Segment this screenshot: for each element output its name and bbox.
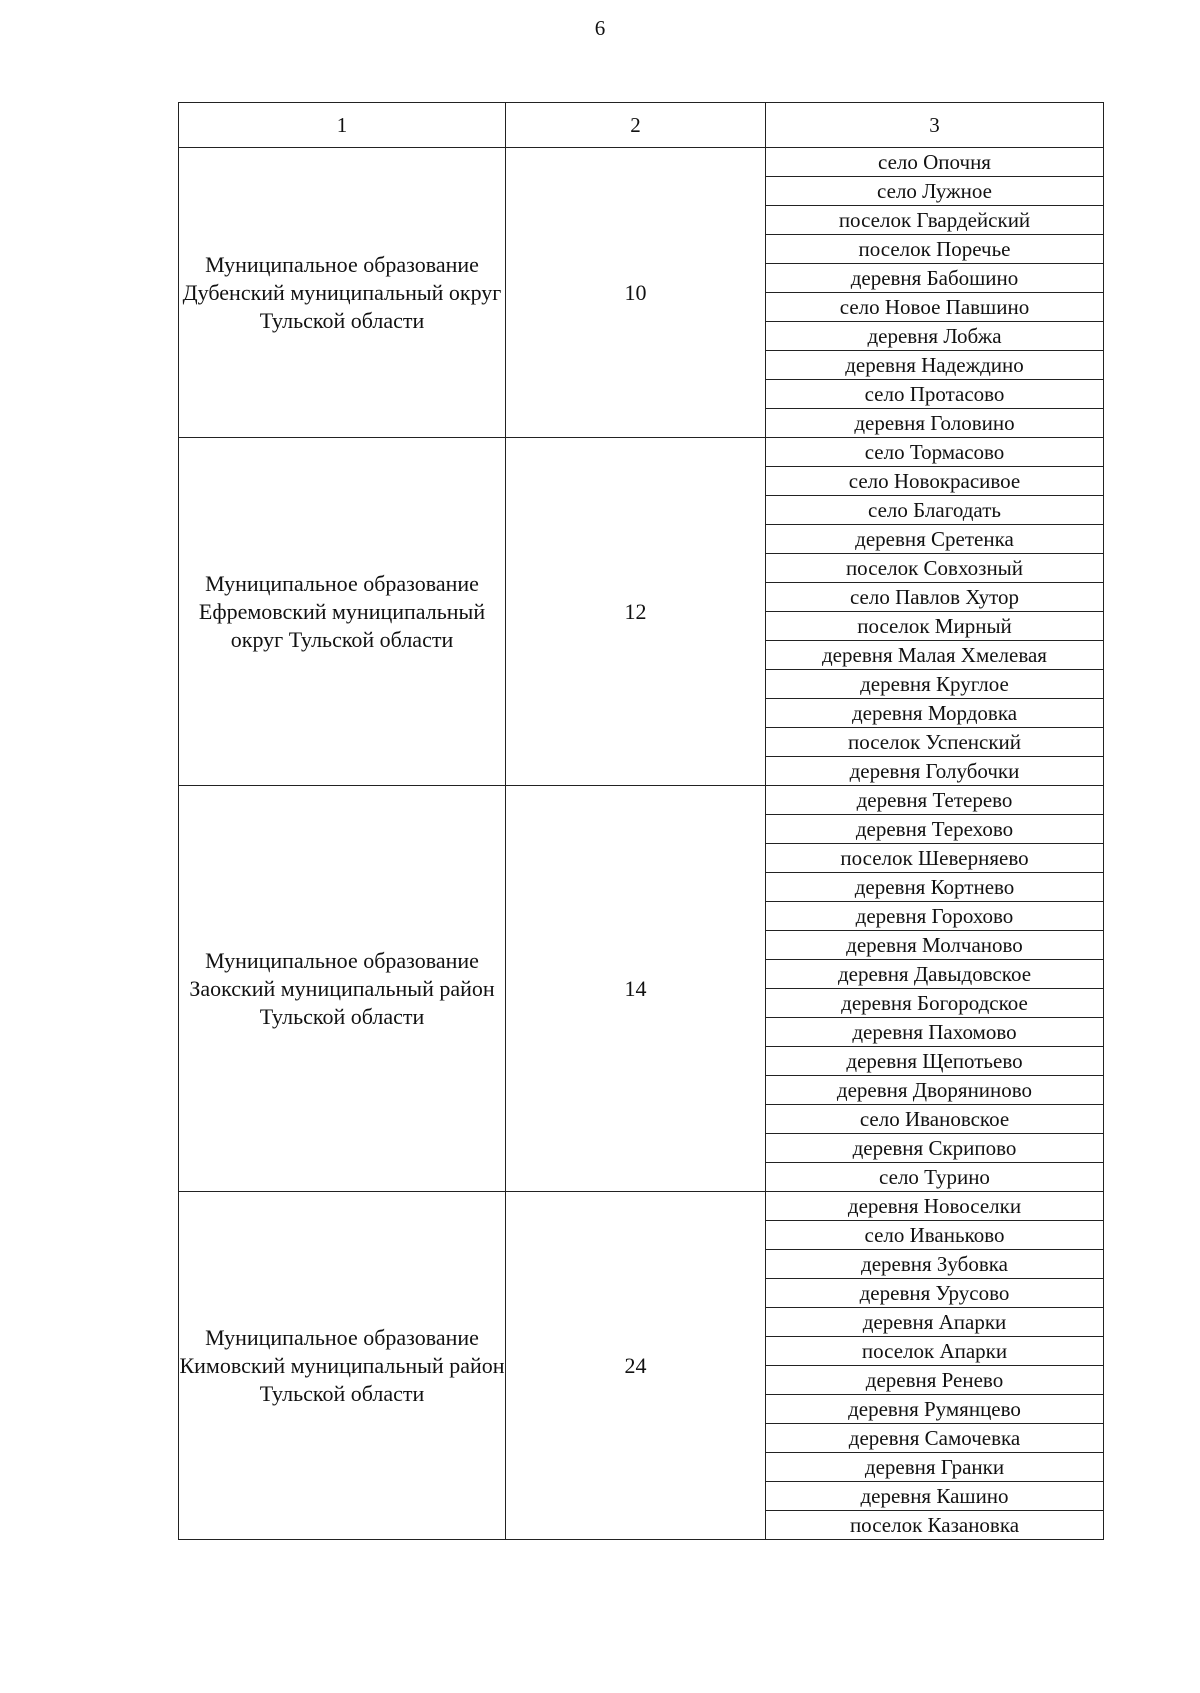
table-row xyxy=(179,786,1104,815)
settlement-name: село Павлов Хутор xyxy=(766,583,1104,612)
settlement-name: деревня Богородское xyxy=(766,989,1104,1018)
page-number: 6 xyxy=(594,16,606,40)
settlement-name: село Опочня xyxy=(766,148,1104,177)
settlement-name: деревня Пахомово xyxy=(766,1018,1104,1047)
settlement-name: деревня Ренево xyxy=(766,1366,1104,1395)
settlement-name: деревня Щепотьево xyxy=(766,1047,1104,1076)
municipality-name: Муниципальное образование Дубенский муниципальный округ Тульской области xyxy=(179,148,506,438)
settlement-name: деревня Молчаново xyxy=(766,931,1104,960)
settlement-name: деревня Гранки xyxy=(766,1453,1104,1482)
column-header-3: 3 xyxy=(766,103,1104,148)
municipality-name: Муниципальное образование Заокский муниципальный район Тульской области xyxy=(179,786,506,1192)
settlement-name: деревня Кортнево xyxy=(766,873,1104,902)
settlement-name: деревня Малая Хмелевая xyxy=(766,641,1104,670)
settlement-name: поселок Шеверняево xyxy=(766,844,1104,873)
settlement-name: село Новокрасивое xyxy=(766,467,1104,496)
settlement-name: деревня Головино xyxy=(766,409,1104,438)
municipality-name: Муниципальное образование Кимовский муниципальный район Тульской области xyxy=(179,1192,506,1540)
settlement-name: деревня Горохово xyxy=(766,902,1104,931)
settlement-name: деревня Сретенка xyxy=(766,525,1104,554)
settlement-name: село Новое Павшино xyxy=(766,293,1104,322)
settlement-name: деревня Круглое xyxy=(766,670,1104,699)
settlement-name: деревня Надеждино xyxy=(766,351,1104,380)
settlement-name: деревня Новоселки xyxy=(766,1192,1104,1221)
settlement-name: поселок Апарки xyxy=(766,1337,1104,1366)
table-body xyxy=(179,148,1104,1540)
settlement-name: деревня Зубовка xyxy=(766,1250,1104,1279)
table-row xyxy=(179,1192,1104,1221)
settlement-name: поселок Гвардейский xyxy=(766,206,1104,235)
municipality-name: Муниципальное образование Ефремовский муниципальный округ Тульской области xyxy=(179,438,506,786)
settlement-name: деревня Скрипово xyxy=(766,1134,1104,1163)
municipal-settlements-table xyxy=(178,102,1104,1540)
settlement-name: деревня Давыдовское xyxy=(766,960,1104,989)
settlement-name: деревня Румянцево xyxy=(766,1395,1104,1424)
settlement-name: деревня Самочевка xyxy=(766,1424,1104,1453)
municipality-count: 12 xyxy=(506,438,766,786)
settlement-name: деревня Мордовка xyxy=(766,699,1104,728)
column-header-1: 1 xyxy=(179,103,506,148)
settlement-name: село Иваньково xyxy=(766,1221,1104,1250)
settlement-name: деревня Бабошино xyxy=(766,264,1104,293)
municipality-count: 10 xyxy=(506,148,766,438)
settlement-name: село Турино xyxy=(766,1163,1104,1192)
settlement-name: деревня Апарки xyxy=(766,1308,1104,1337)
column-header-2: 2 xyxy=(506,103,766,148)
settlement-name: поселок Мирный xyxy=(766,612,1104,641)
settlement-name: деревня Лобжа xyxy=(766,322,1104,351)
table-row xyxy=(179,148,1104,177)
settlement-name: деревня Тетерево xyxy=(766,786,1104,815)
settlement-name: деревня Урусово xyxy=(766,1279,1104,1308)
settlement-name: деревня Голубочки xyxy=(766,757,1104,786)
settlement-name: деревня Терехово xyxy=(766,815,1104,844)
settlement-name: деревня Дворяниново xyxy=(766,1076,1104,1105)
settlement-name: село Ивановское xyxy=(766,1105,1104,1134)
settlement-name: село Протасово xyxy=(766,380,1104,409)
settlement-name: село Тормасово xyxy=(766,438,1104,467)
table-row xyxy=(179,438,1104,467)
municipality-count: 14 xyxy=(506,786,766,1192)
settlement-name: поселок Совхозный xyxy=(766,554,1104,583)
settlement-name: село Благодать xyxy=(766,496,1104,525)
settlement-name: село Лужное xyxy=(766,177,1104,206)
settlement-name: поселок Казановка xyxy=(766,1511,1104,1540)
settlement-name: поселок Поречье xyxy=(766,235,1104,264)
municipality-count: 24 xyxy=(506,1192,766,1540)
settlement-name: поселок Успенский xyxy=(766,728,1104,757)
header-row xyxy=(179,103,1104,148)
settlement-name: деревня Кашино xyxy=(766,1482,1104,1511)
